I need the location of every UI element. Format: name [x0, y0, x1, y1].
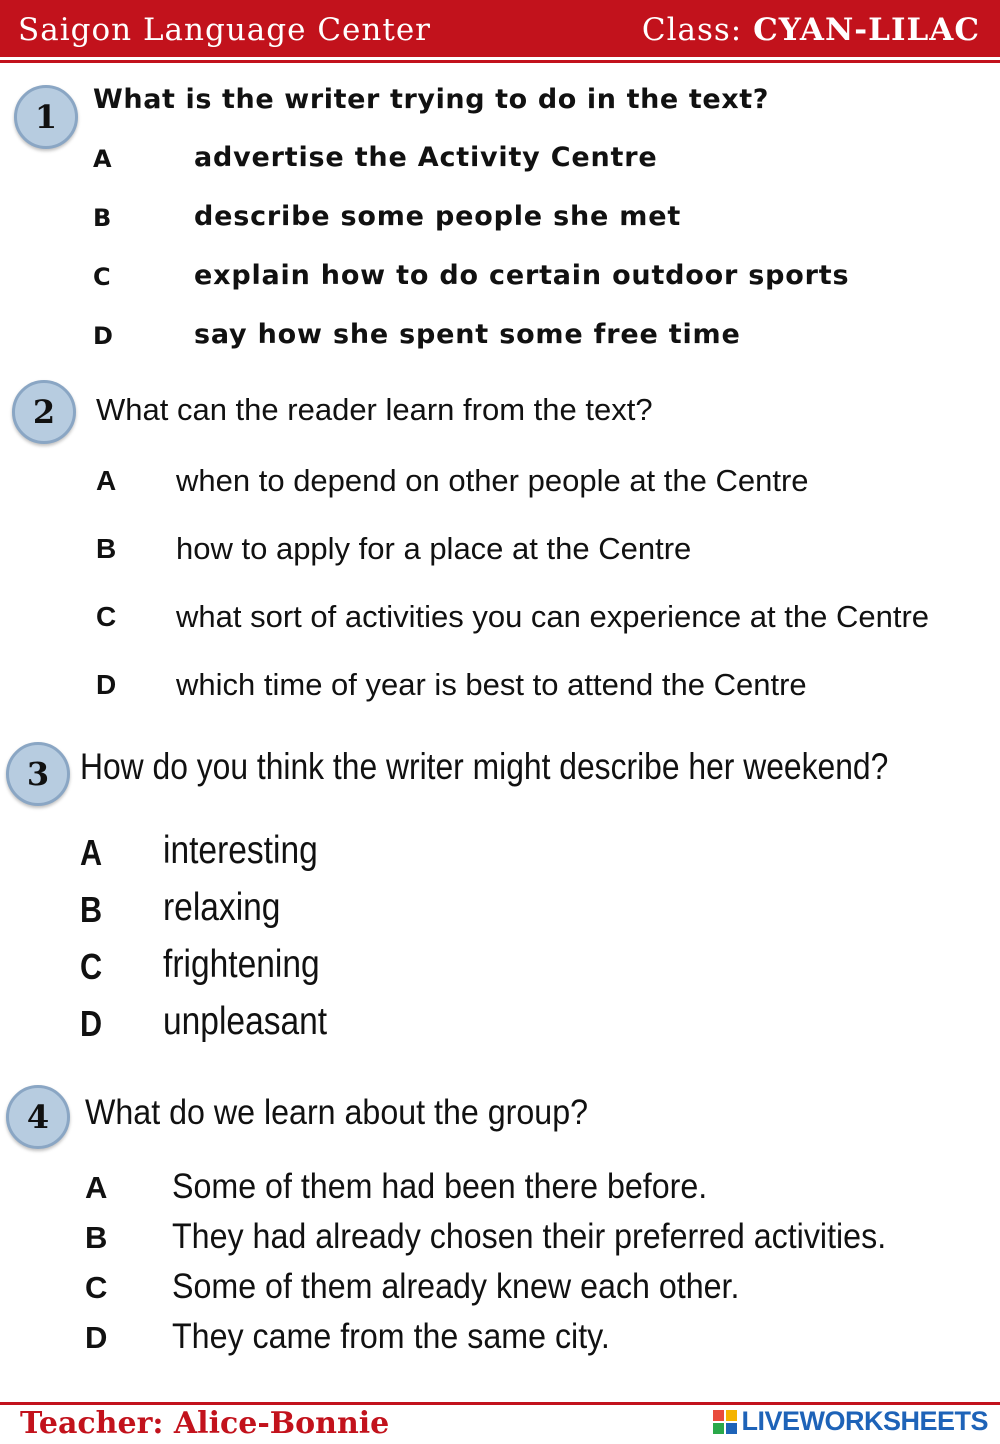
option-text[interactable]: when to depend on other people at the Centre [176, 463, 809, 498]
footer-divider [0, 1402, 1000, 1405]
option-letter: C [96, 601, 117, 632]
option-text[interactable]: unpleasant [163, 1000, 328, 1043]
option-text[interactable]: interesting [163, 829, 318, 872]
option-text[interactable]: advertise the Activity Centre [194, 142, 658, 173]
option-text[interactable]: how to apply for a place at the Centre [176, 531, 692, 566]
option-text[interactable]: relaxing [163, 886, 281, 929]
question-number-badge: 1 [14, 85, 78, 149]
class-value: CYAN-LILAC [753, 12, 980, 48]
question-number-badge: 3 [6, 742, 70, 806]
option-letter: B [96, 533, 117, 564]
option-text[interactable]: what sort of activities you can experience at the Centre [176, 599, 930, 634]
teacher-name: Teacher: Alice-Bonnie [20, 1406, 390, 1441]
option-text[interactable]: which time of year is best to attend the Centre [176, 667, 807, 702]
option-letter: D [80, 1003, 103, 1044]
option-letter: D [85, 1320, 108, 1355]
option-letter: C [85, 1270, 108, 1305]
option-text[interactable]: Some of them had been there before. [172, 1167, 708, 1206]
option-letter: C [93, 263, 111, 291]
option-letter: C [80, 946, 103, 987]
header-bar [0, 0, 1000, 57]
option-text[interactable]: frightening [163, 943, 320, 986]
brand-text: LIVEWORKSHEETS [741, 1406, 988, 1436]
option-text[interactable]: say how she spent some free time [194, 319, 741, 350]
option-letter: B [80, 889, 103, 930]
class-info [642, 12, 980, 48]
question-number-badge: 2 [12, 380, 76, 444]
option-letter: A [93, 145, 112, 173]
question-text: What do we learn about the group? [85, 1093, 589, 1132]
option-letter: A [85, 1170, 108, 1205]
option-text[interactable]: describe some people she met [194, 201, 682, 232]
question-text: What can the reader learn from the text? [96, 392, 653, 427]
option-text[interactable]: Some of them already knew each other. [172, 1267, 740, 1306]
option-letter: D [96, 669, 117, 700]
center-name: Saigon Language Center [18, 12, 431, 48]
option-text[interactable]: They came from the same city. [172, 1317, 610, 1356]
option-letter: B [93, 204, 112, 232]
question-text: What is the writer trying to do in the text? [93, 84, 770, 115]
option-letter: B [85, 1220, 108, 1255]
option-letter: D [93, 322, 113, 350]
question-text: How do you think the writer might describe her weekend? [80, 746, 889, 787]
question-number-badge: 4 [6, 1085, 70, 1149]
option-text[interactable]: explain how to do certain outdoor sports [194, 260, 850, 291]
class-label: Class: [641, 12, 743, 48]
option-letter: A [80, 832, 103, 873]
liveworksheets-brand[interactable] [713, 1406, 988, 1437]
option-text[interactable]: They had already chosen their preferred activities. [172, 1217, 887, 1256]
header-divider [0, 60, 1000, 63]
liveworksheets-logo-icon [713, 1410, 737, 1434]
option-letter: A [96, 465, 117, 496]
